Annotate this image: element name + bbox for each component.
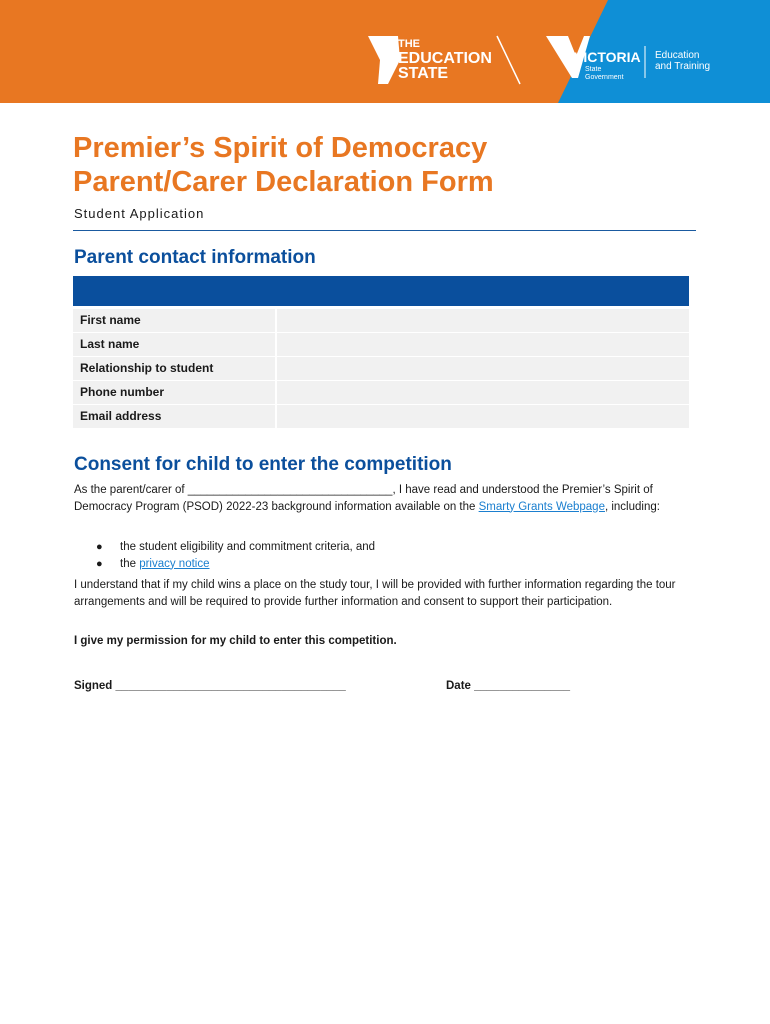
dept-line-2: and Training [655, 61, 711, 72]
dept-line-1: Education [655, 50, 700, 61]
contact-table-header [73, 276, 689, 306]
relationship-label: Relationship to student [73, 357, 277, 380]
title-divider [73, 230, 696, 231]
last-name-field[interactable] [277, 333, 689, 356]
title-line-1: Premier’s Spirit of Democracy [73, 132, 488, 164]
bullet-icon: ● [96, 541, 103, 553]
logo-line-2: EDUCATION [398, 50, 492, 67]
contact-table [73, 276, 689, 429]
list-item [96, 556, 375, 573]
date-line[interactable]: Date _______________ [446, 680, 571, 692]
consent-heading: Consent for child to enter the competition [74, 454, 452, 475]
privacy-notice-link[interactable]: privacy notice [139, 557, 210, 570]
last-name-label: Last name [73, 333, 277, 356]
gov-name: VICTORIA [574, 49, 641, 65]
table-row-relationship [73, 357, 689, 381]
permission-statement: I give my permission for my child to enter this competition. [74, 635, 397, 647]
header-banner [0, 0, 770, 103]
page-subtitle: Student Application [74, 206, 205, 221]
phone-label: Phone number [73, 381, 277, 404]
table-row-email [73, 405, 689, 429]
banner-graphic [0, 0, 770, 103]
first-name-field[interactable] [277, 309, 689, 332]
consent-intro-end: , including: [604, 500, 660, 513]
email-field[interactable] [277, 405, 689, 428]
logo-line-1: THE [398, 38, 420, 50]
page-title [73, 131, 494, 199]
criteria-list [96, 539, 375, 572]
email-label: Email address [73, 405, 277, 428]
consent-intro [74, 482, 694, 515]
contact-heading: Parent contact information [74, 247, 316, 268]
gov-sub-1: State [585, 66, 602, 73]
list-item [96, 539, 375, 556]
title-line-2: Parent/Carer Declaration Form [73, 166, 494, 198]
signature-line[interactable]: Signed ____________________________________ [74, 680, 346, 692]
phone-field[interactable] [277, 381, 689, 404]
consent-intro-text: As the parent/carer of ________________________________, I have read and understood the Premier’s Spirit of Democracy Program (PSOD) 2022-23 background information available on the [74, 484, 653, 513]
relationship-field[interactable] [277, 357, 689, 380]
bullet-prefix-2: the [120, 557, 140, 570]
understand-paragraph: I understand that if my child wins a place on the study tour, I will be provided with further information regarding the tour arrangements and will be required to provide further information and consent to support their participation. [74, 579, 676, 608]
first-name-label: First name [73, 309, 277, 332]
table-row-last-name [73, 333, 689, 357]
bullet-text-1: the student eligibility and commitment criteria, and [120, 541, 376, 553]
table-row-first-name [73, 309, 689, 333]
logo-line-3: STATE [398, 65, 449, 82]
bullet-icon: ● [96, 557, 103, 570]
smarty-grants-link[interactable]: Smarty Grants Webpage [478, 500, 605, 513]
gov-sub-2: Government [585, 74, 624, 81]
table-row-phone [73, 381, 689, 405]
